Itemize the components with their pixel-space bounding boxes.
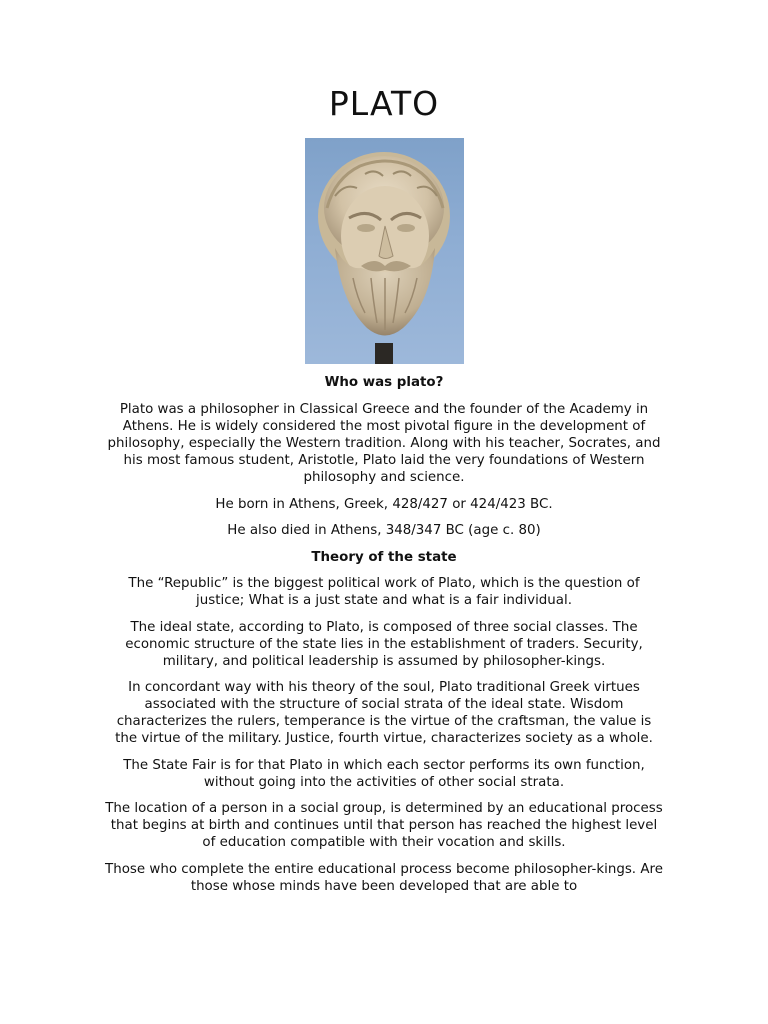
paragraph-ideal-state: The ideal state, according to Plato, is composed of three social classes. The economic structure of the state lies in the establishment of traders. Security, military, and political leadership is assumed by philosopher-kings.: [125, 619, 643, 669]
paragraph-philosopher-kings: Those who complete the entire educational process become philosopher-kings. Are those whose minds have been developed that are able to: [105, 861, 663, 894]
section-heading-who-was-plato: Who was plato?: [324, 375, 444, 390]
paragraph-virtues: In concordant way with his theory of the soul, Plato traditional Greek virtues associated with the structure of social strata of the ideal state. Wisdom characterizes the rulers, temperance is the virtue of the craftsman, the value is the virtue of the military. Justice, fourth virtue, characterizes society as a whole.: [115, 680, 653, 746]
paragraph-education: The location of a person in a social group, is determined by an educational process that begins at birth and continues until that person has reached the highest level of education compatible with their vocation and skills.: [105, 801, 663, 850]
plato-bust-image: [305, 138, 464, 364]
paragraph-intro: Plato was a philosopher in Classical Greece and the founder of the Academy in Athens. He is widely considered the most pivotal figure in the development of philosophy, especially the Western tradition. Along with his teacher, Socrates, and his most famous student, Aristotle, Plato laid the very foundations of Western philosophy and science.: [107, 402, 661, 485]
page-title: PLATO: [328, 84, 440, 123]
plato-bust-icon: [305, 138, 464, 364]
section-heading-theory-of-state: Theory of the state: [311, 549, 457, 565]
paragraph-republic: The “Republic” is the biggest political work of Plato, which is the question of justice; What is a just state and what is a fair individual.: [128, 576, 640, 608]
paragraph-died: He also died in Athens, 348/347 BC (age c. 80): [227, 523, 541, 538]
paragraph-state-fair: The State Fair is for that Plato in which each sector performs its own function, without going into the activities of other social strata.: [123, 757, 645, 790]
document-body: [104, 372, 664, 904]
paragraph-born: He born in Athens, Greek, 428/427 or 424/423 BC.: [215, 496, 553, 512]
